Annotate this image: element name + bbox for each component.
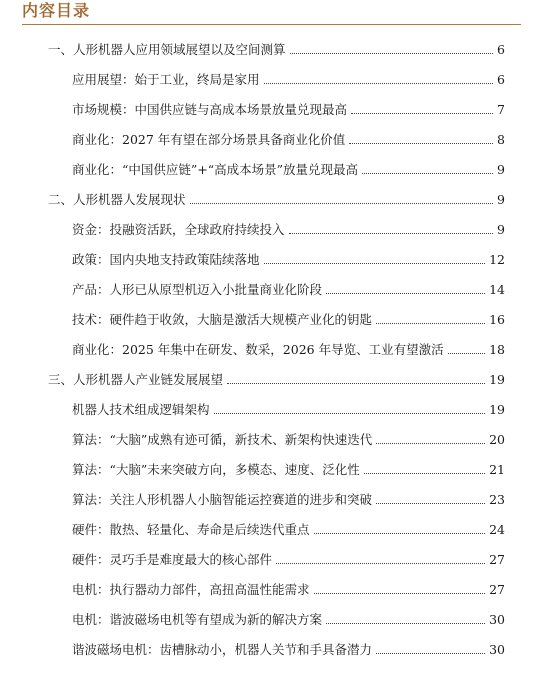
- toc-entry-title: 算法：关注人形机器人小脑智能运控赛道的进步和突破: [72, 492, 373, 507]
- toc-entry-page: 9: [497, 191, 505, 207]
- leader-dots: [364, 473, 485, 474]
- leader-dots: [376, 443, 485, 444]
- toc-entry-page: 9: [497, 161, 505, 177]
- toc-entry[interactable]: [48, 34, 505, 64]
- toc-entry-page: 6: [497, 41, 505, 57]
- toc-entry-title: 二、人形机器人发展现状: [48, 192, 186, 207]
- leader-dots: [349, 143, 493, 144]
- leader-dots: [227, 383, 485, 384]
- leader-dots: [362, 173, 493, 174]
- leader-dots: [264, 263, 486, 264]
- toc-entry-title: 算法：“大脑”成熟有迹可循，新技术、新架构快速迭代: [72, 432, 373, 447]
- toc-entry[interactable]: [72, 304, 505, 334]
- toc-entry-title: 电机：执行器动力部件，高扭高温性能需求: [72, 582, 310, 597]
- leader-dots: [351, 113, 493, 114]
- toc-entry[interactable]: [72, 154, 505, 184]
- toc-entry-page: 21: [489, 461, 505, 477]
- toc-entry[interactable]: [72, 454, 505, 484]
- leader-dots: [264, 83, 494, 84]
- leader-dots: [314, 533, 486, 534]
- toc-entry-page: 9: [497, 221, 505, 237]
- toc-entry-title: 商业化：2025 年集中在研发、数采，2026 年导览、工业有望激活: [72, 342, 444, 357]
- toc-entry-page: 8: [497, 131, 505, 147]
- toc-entry-title: 硬件：灵巧手是难度最大的核心部件: [72, 552, 273, 567]
- toc-entry-page: 27: [489, 551, 505, 567]
- toc-entry[interactable]: [48, 184, 505, 214]
- toc-entry-page: 6: [497, 71, 505, 87]
- leader-dots: [376, 653, 485, 654]
- toc-entry-title: 政策：国内央地支持政策陆续落地: [72, 252, 260, 267]
- toc-entry-title: 一、人形机器人应用领域展望以及空间测算: [48, 42, 286, 57]
- leader-dots: [314, 593, 486, 594]
- toc-entry-title: 商业化：“中国供应链”+“高成本场景”放量兑现最高: [72, 162, 359, 177]
- toc-entry[interactable]: [72, 544, 505, 574]
- leader-dots: [214, 413, 486, 414]
- toc-entry-page: 12: [489, 251, 505, 267]
- toc-entry[interactable]: [72, 424, 505, 454]
- leader-dots: [276, 563, 485, 564]
- leader-dots: [289, 233, 494, 234]
- toc-entry-page: 24: [489, 521, 505, 537]
- toc-entry-title: 算法：“大脑”未来突破方向，多模态、速度、泛化性: [72, 462, 360, 477]
- toc-entry[interactable]: [72, 634, 505, 664]
- toc-entry-page: 18: [489, 341, 505, 357]
- toc-entry[interactable]: [72, 334, 505, 364]
- toc-entry-page: 14: [489, 281, 505, 297]
- toc-entry-title: 市场规模：中国供应链与高成本场景放量兑现最高: [72, 102, 348, 117]
- leader-dots: [376, 503, 485, 504]
- toc-entry[interactable]: [72, 574, 505, 604]
- toc-entry[interactable]: [72, 394, 505, 424]
- toc-entry-title: 机器人技术组成逻辑架构: [72, 402, 210, 417]
- toc-entry[interactable]: [72, 274, 505, 304]
- toc-entry-title: 三、人形机器人产业链发展展望: [48, 372, 224, 387]
- toc-entry[interactable]: [72, 64, 505, 94]
- toc-entry-title: 电机：谐波磁场电机等有望成为新的解决方案: [72, 612, 323, 627]
- toc-entry[interactable]: [72, 214, 505, 244]
- leader-dots: [326, 293, 485, 294]
- toc-entry-page: 27: [489, 581, 505, 597]
- toc-entry-title: 应用展望：始于工业，终局是家用: [72, 72, 260, 87]
- toc-title: 内容目录: [22, 1, 91, 20]
- leader-dots: [190, 203, 494, 204]
- toc-entry-title: 技术：硬件趋于收敛，大脑是激活大规模产业化的钥匙: [72, 312, 373, 327]
- leader-dots: [290, 53, 494, 54]
- toc-entry[interactable]: [72, 604, 505, 634]
- leader-dots: [376, 323, 485, 324]
- toc-entry[interactable]: [72, 484, 505, 514]
- toc-entry[interactable]: [48, 364, 505, 394]
- toc-entry-title: 商业化：2027 年有望在部分场景具备商业化价值: [72, 132, 346, 147]
- toc-entry-title: 资金：投融资活跃，全球政府持续投入: [72, 222, 285, 237]
- toc-entry-page: 23: [489, 491, 505, 507]
- toc-entry-title: 硬件：散热、轻量化、寿命是后续迭代重点: [72, 522, 310, 537]
- toc-entry-page: 7: [497, 101, 505, 117]
- toc-entry[interactable]: [72, 124, 505, 154]
- toc-entry-page: 16: [489, 311, 505, 327]
- toc-entry-title: 谐波磁场电机：齿槽脉动小，机器人关节和手具备潜力: [72, 642, 373, 657]
- toc-entry-title: 产品：人形已从原型机迈入小批量商业化阶段: [72, 282, 323, 297]
- leader-dots: [448, 353, 486, 354]
- toc-entry[interactable]: [72, 514, 505, 544]
- toc-entry-page: 20: [489, 431, 505, 447]
- toc-entry[interactable]: [72, 94, 505, 124]
- leader-dots: [326, 623, 485, 624]
- toc-entry-page: 30: [489, 641, 505, 657]
- toc-entry-page: 19: [489, 401, 505, 417]
- toc-entry-page: 30: [489, 611, 505, 627]
- toc-entry-page: 19: [489, 371, 505, 387]
- title-divider: [22, 24, 521, 25]
- toc-entry[interactable]: [72, 244, 505, 274]
